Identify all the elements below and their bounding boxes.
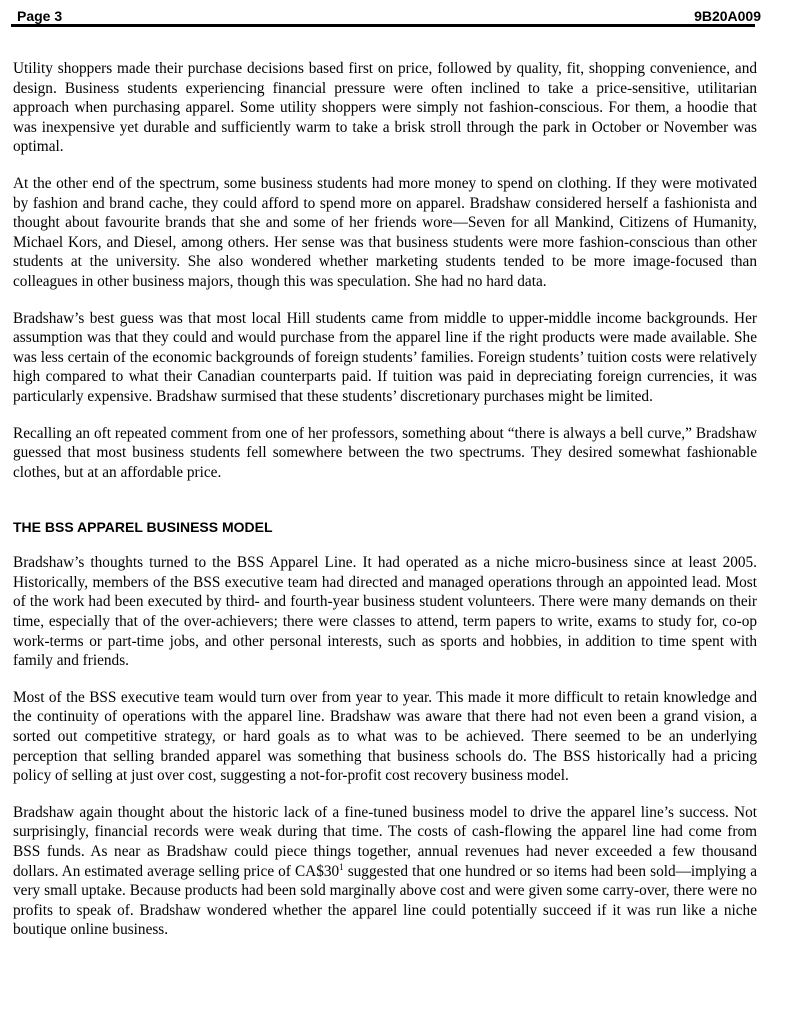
paragraph: Recalling an oft repeated comment from one of her professors, something about “there is always a bell curve,” Bradshaw guessed that most business students fell somewhere between the two spectrums. They desired somewhat fashionable clothes, but at an affordable price. [13,424,757,481]
paragraph-with-footnote [13,803,757,940]
paragraph: Utility shoppers made their purchase decisions based first on price, followed by quality, fit, shopping convenience, and design. Business students experiencing financial pressure were often inclined to take a price-sensitive, utilitarian approach when purchasing apparel. Some utility shoppers were simply not fashion-conscious. For them, a hoodie that was inexpensive yet durable and sufficiently warm to take a brisk stroll through the park in October or November was optimal. [13,60,757,156]
page-number: Page 3 [17,8,63,24]
page-header [17,6,761,26]
section-heading: THE BSS APPAREL BUSINESS MODEL [13,519,273,536]
text-span: Bradshaw again thought about the historic lack of a fine-tuned business model to drive the apparel line’s success. Not surprisingly, financial records were weak during that time. The costs of cash-flowing the apparel line had come from BSS funds. As near as Bradshaw could piece things together, annual revenues had never exceeded a few thousand dollars. An estimated average selling price of CA$30 [13,803,757,880]
paragraph: Most of the BSS executive team would turn over from year to year. This made it more difficult to retain knowledge and the continuity of operations with the apparel line. Bradshaw was aware that there had not even been a grand vision, a sorted out competitive strategy, or hard goals as to what was to be achieved. There seemed to be an underlying perception that selling branded apparel was something that business schools do. The BSS historically had a pricing policy of selling at just over cost, suggesting a not-for-profit cost recovery business model. [13,688,757,785]
footnote-marker[interactable]: 1 [339,861,344,872]
paragraph: At the other end of the spectrum, some business students had more money to spend on clothing. If they were motivated by fashion and brand cache, they could afford to spend more on apparel. Bradshaw considered herself a fashionista and thought about favourite brands that she and some of her friends wore—Seven for all Mankind, Citizens of Humanity, Michael Kors, and Diesel, among others. Her sense was that business students were more fashion-conscious than other students at the university. She also wondered whether marketing students tended to be more image-focused than colleagues in other business majors, though this was speculation. She had no hard data. [13,174,757,290]
text-span: suggested that one hundred or so items had been sold—implying a very small uptake. Because products had been sold marginally above cost and were given some carry-over, there were no profits to speak of. Bradshaw wondered whether the apparel line could potentially succeed if it was run like a niche boutique online business. [13,862,757,939]
paragraph: Bradshaw’s best guess was that most local Hill students came from middle to upper-middle income backgrounds. Her assumption was that they could and would purchase from the apparel line if the right products were made available. She was less certain of the economic backgrounds of foreign students’ families. Foreign students’ tuition costs were relatively high compared to what their Canadian counterparts paid. If tuition was paid in depreciating foreign currencies, it was particularly expensive. Bradshaw surmised that these students’ discretionary purchases might be limited. [13,309,757,405]
header-divider [11,24,755,27]
paragraph: Bradshaw’s thoughts turned to the BSS Apparel Line. It had operated as a niche micro-business since at least 2005. Historically, members of the BSS executive team had directed and managed operations through an appointed lead. Most of the work had been executed by third- and fourth-year business student volunteers. There were many demands on their time, especially that of the over-achievers; there were classes to attend, term papers to write, exams to study for, co-op work-terms or part-time jobs, and other personal interests, such as sports and hobbies, in addition to time spent with family and friends. [13,554,757,670]
document-body [13,59,757,957]
document-code: 9B20A009 [694,8,761,24]
